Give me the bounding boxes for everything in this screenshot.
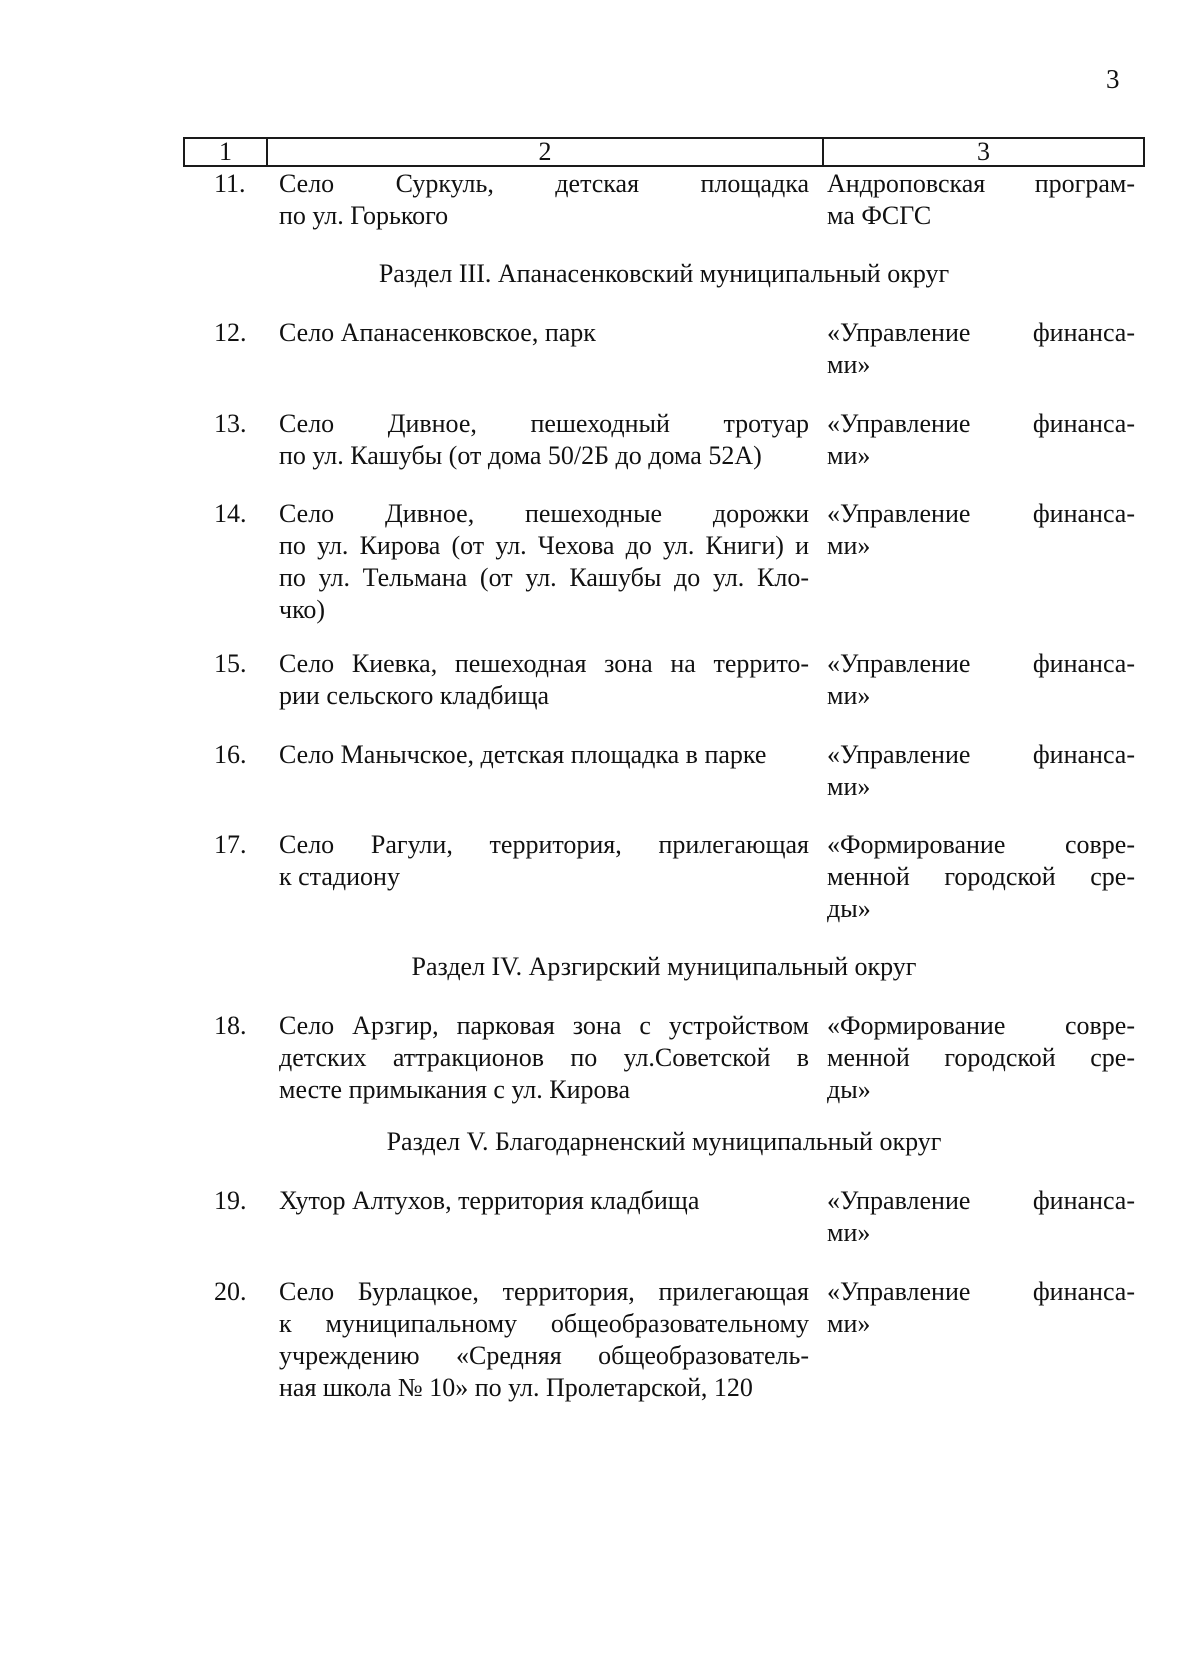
row-number: 19. — [214, 1186, 247, 1215]
text-line: ды» — [827, 1075, 871, 1104]
row-program — [827, 1276, 1135, 1340]
text-line: по ул. Тельмана (от ул. Кашубы до ул. Кло- — [279, 563, 809, 592]
row-number: 14. — [214, 499, 247, 528]
text-line: Село Дивное, пешеходные дорожки — [279, 499, 809, 528]
row-number: 18. — [214, 1011, 247, 1040]
text-line: ми» — [827, 1218, 871, 1247]
text-line: ная школа № 10» по ул. Пролетарской, 120 — [279, 1373, 753, 1402]
text-line: к стадиону — [279, 862, 400, 891]
text-line: рии сельского кладбища — [279, 681, 550, 710]
text-line: «Формирование совре- — [827, 830, 1135, 859]
text-line: ми» — [827, 441, 871, 470]
text-line: менной городской сре- — [827, 1043, 1135, 1072]
text-line: менной городской сре- — [827, 862, 1135, 891]
text-line: ми» — [827, 1309, 871, 1338]
row-number: 16. — [214, 740, 247, 769]
text-line: Село Суркуль, детская площадка — [279, 169, 809, 198]
text-line: по ул. Горького — [279, 201, 449, 230]
row-program — [827, 648, 1135, 712]
row-program — [827, 1010, 1135, 1106]
row-place-description — [279, 739, 809, 771]
text-line: «Управление финанса- — [827, 649, 1135, 678]
row-place-description — [279, 1276, 809, 1404]
row-program — [827, 317, 1135, 381]
page-number: 3 — [1106, 64, 1120, 94]
row-program — [827, 168, 1135, 232]
text-line: ми» — [827, 531, 871, 560]
row-number: 11. — [214, 169, 246, 198]
text-line: «Управление финанса- — [827, 1277, 1135, 1306]
row-program — [827, 829, 1135, 925]
row-program — [827, 498, 1135, 562]
header-cell-1: 1 — [219, 137, 232, 166]
section-title: Раздел IV. Арзгирский муниципальный округ — [411, 952, 917, 981]
text-line: ми» — [827, 772, 871, 801]
row-number: 12. — [214, 318, 247, 347]
row-place-description — [279, 408, 809, 472]
header-cell-2: 2 — [266, 139, 822, 165]
text-line: «Управление финанса- — [827, 499, 1135, 528]
text-line: ма ФСГС — [827, 201, 932, 230]
text-line: Село Манычское, детская площадка в парке — [279, 740, 767, 769]
row-place-description — [279, 498, 809, 626]
row-program — [827, 1185, 1135, 1249]
text-line: «Управление финанса- — [827, 740, 1135, 769]
row-number: 17. — [214, 830, 247, 859]
text-line: Село Рагули, территория, прилегающая — [279, 830, 809, 859]
text-line: Село Бурлацкое, территория, прилегающая — [279, 1277, 809, 1306]
text-line: учреждению «Средняя общеобразователь- — [279, 1341, 809, 1370]
text-line: Село Апанасенковское, парк — [279, 318, 596, 347]
text-line: «Управление финанса- — [827, 409, 1135, 438]
text-line: чко) — [279, 595, 326, 624]
row-number: 13. — [214, 409, 247, 438]
text-line: «Управление финанса- — [827, 1186, 1135, 1215]
row-number: 15. — [214, 649, 247, 678]
text-line: Андроповская програм- — [827, 169, 1135, 198]
text-line: месте примыкания с ул. Кирова — [279, 1075, 630, 1104]
text-line: ми» — [827, 350, 871, 379]
text-line: Село Арзгир, парковая зона с устройством — [279, 1011, 809, 1040]
text-line: Хутор Алтухов, территория кладбища — [279, 1186, 700, 1215]
row-place-description — [279, 317, 809, 349]
row-number: 20. — [214, 1277, 247, 1306]
text-line: Село Дивное, пешеходный тротуар — [279, 409, 809, 438]
header-cell-3: 3 — [822, 139, 1143, 165]
row-place-description — [279, 648, 809, 712]
text-line: ды» — [827, 894, 871, 923]
section-title: Раздел V. Благодарненский муниципальный округ — [386, 1127, 942, 1156]
text-line: к муниципальному общеобразовательному — [279, 1309, 809, 1338]
text-line: по ул. Кирова (от ул. Чехова до ул. Книги) и — [279, 531, 809, 560]
text-line: Село Киевка, пешеходная зона на террито- — [279, 649, 809, 678]
row-place-description — [279, 829, 809, 893]
text-line: по ул. Кашубы (от дома 50/2Б до дома 52А) — [279, 441, 762, 470]
row-program — [827, 739, 1135, 803]
row-program — [827, 408, 1135, 472]
text-line: «Управление финанса- — [827, 318, 1135, 347]
section-title: Раздел III. Апанасенковский муниципальный округ — [378, 259, 950, 288]
row-place-description — [279, 1185, 809, 1217]
text-line: «Формирование совре- — [827, 1011, 1135, 1040]
row-place-description — [279, 168, 809, 232]
text-line: детских аттракционов по ул.Советской в — [279, 1043, 809, 1072]
text-line: ми» — [827, 681, 871, 710]
row-place-description — [279, 1010, 809, 1106]
